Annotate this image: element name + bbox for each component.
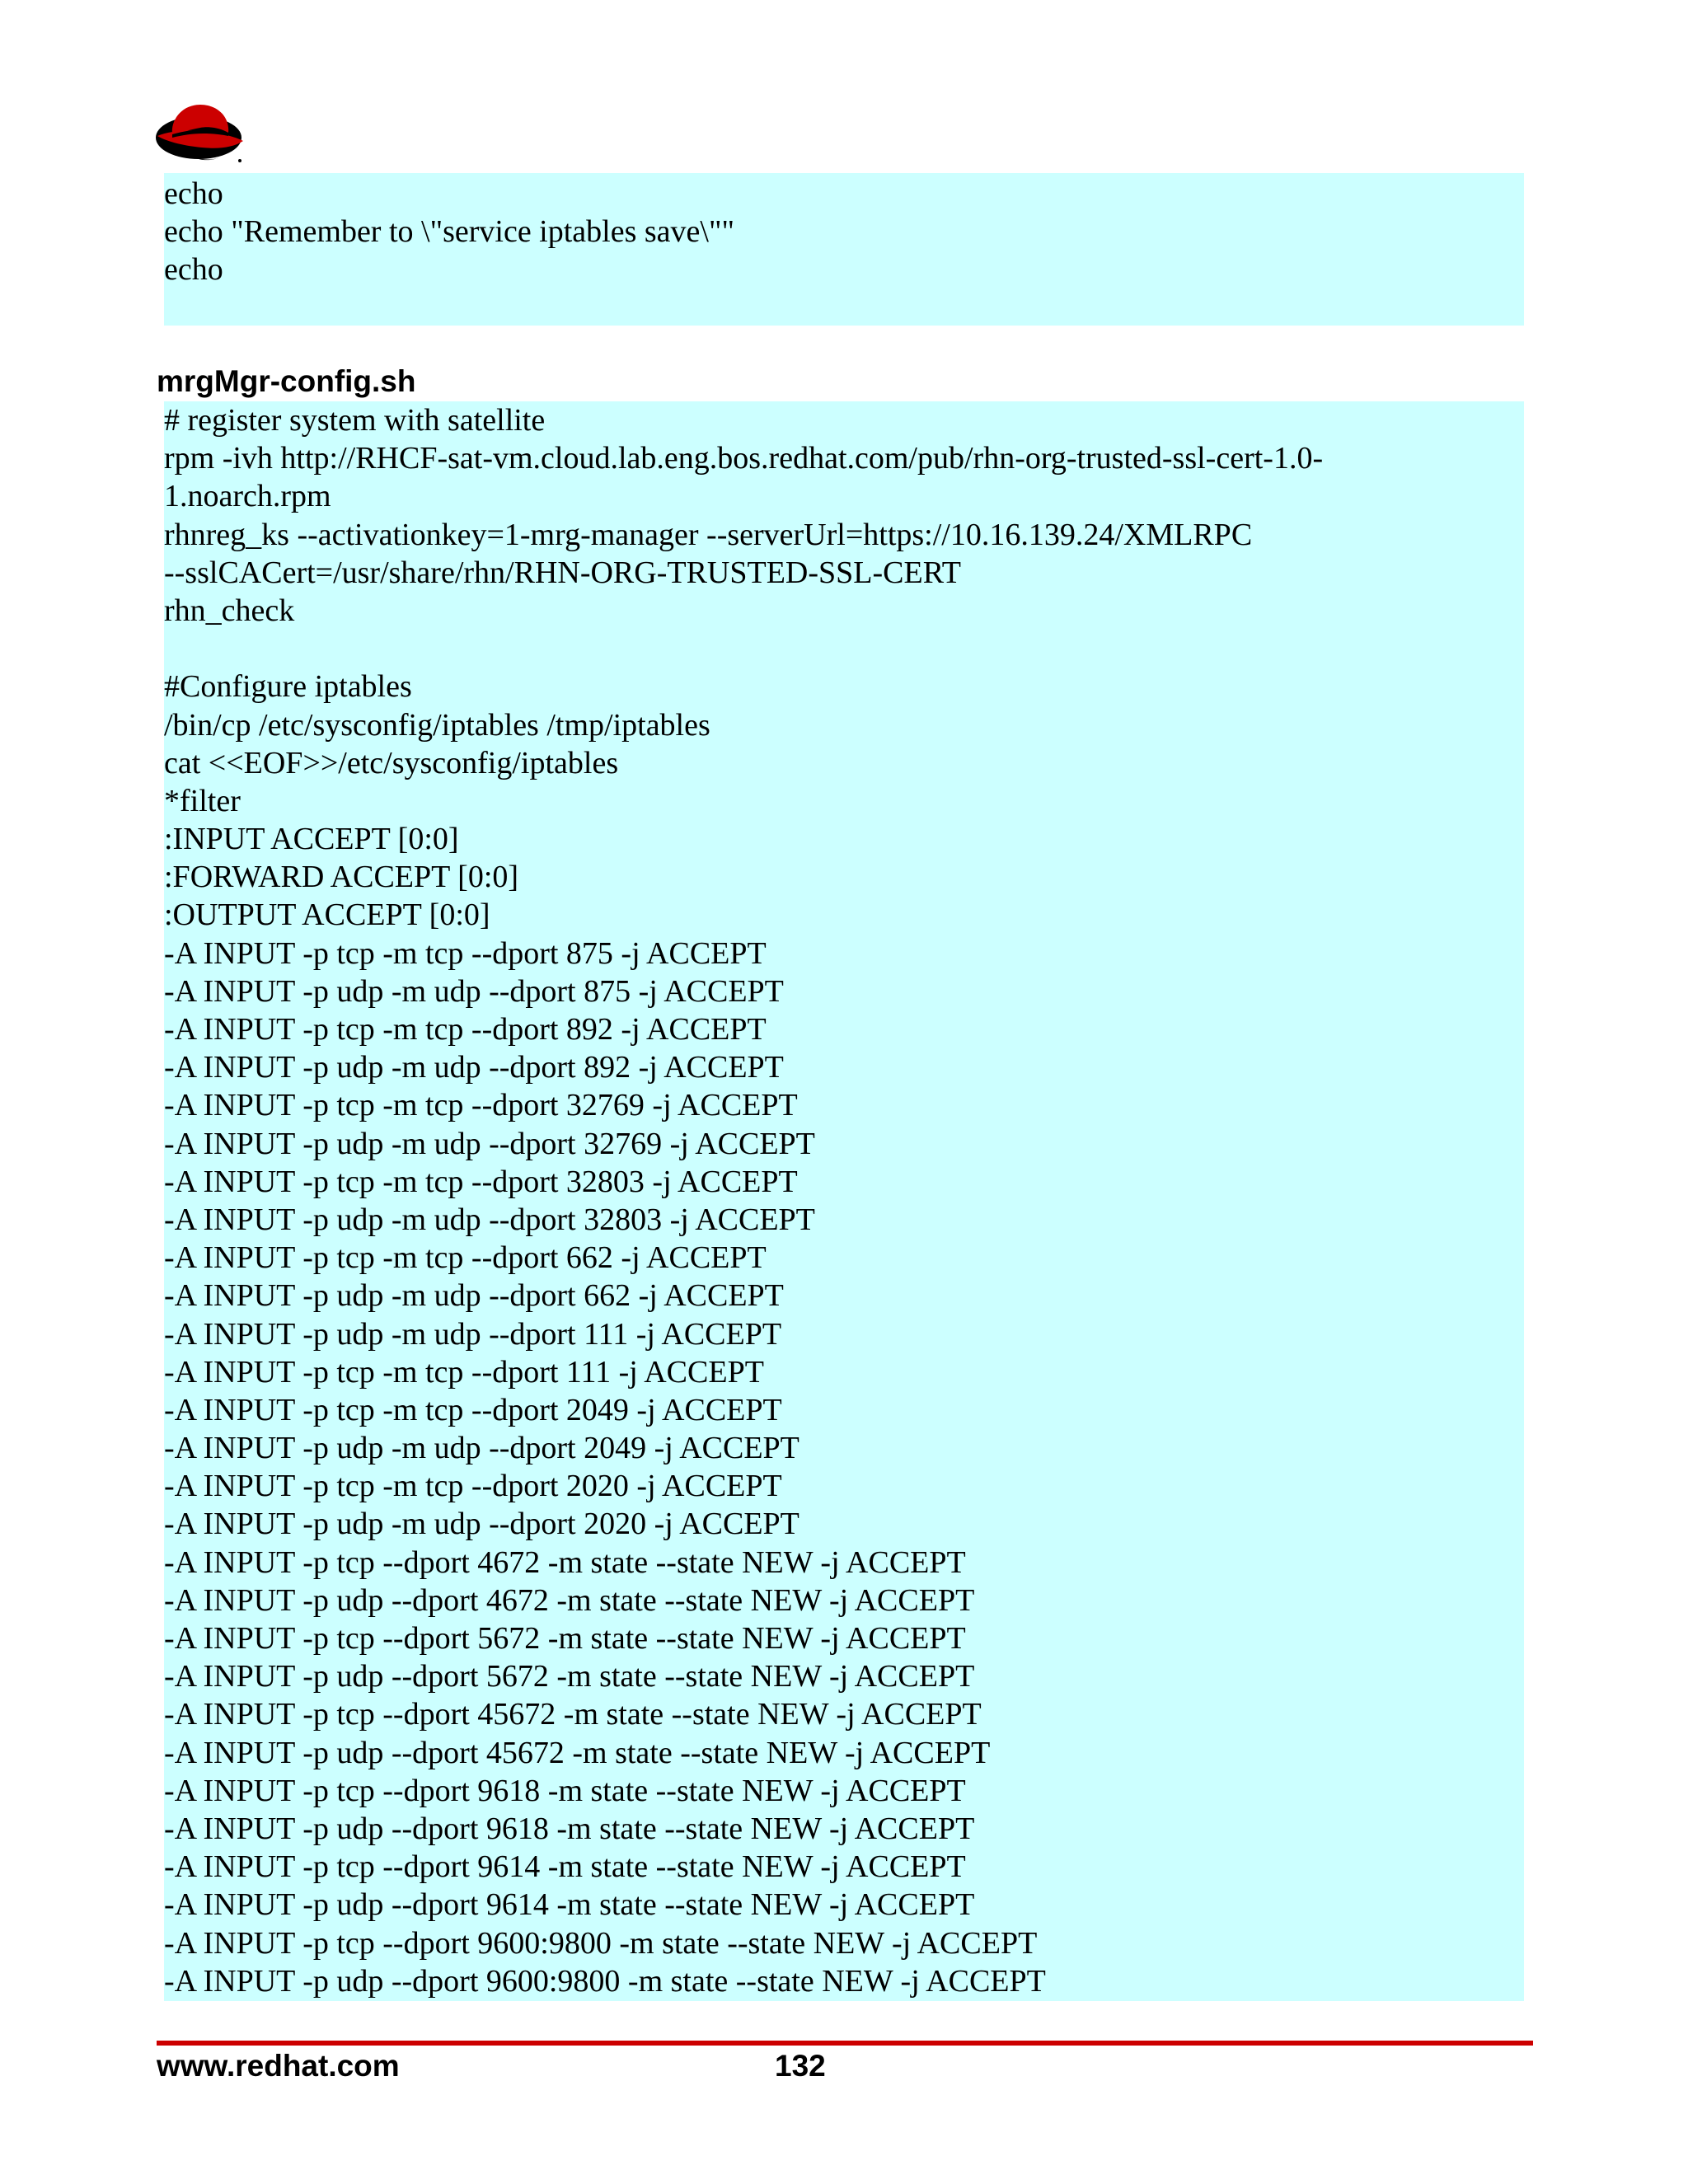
code-line: echo [164, 176, 223, 211]
section-title: mrgMgr-config.sh [157, 364, 416, 398]
code-line: rhn_check [164, 593, 295, 628]
code-line: -A INPUT -p tcp -m tcp --dport 2049 -j ACCEPT [164, 1392, 782, 1427]
code-line: -A INPUT -p udp -m udp --dport 2020 -j ACCEPT [164, 1507, 799, 1542]
code-line: -A INPUT -p udp --dport 9600:9800 -m state --state NEW -j ACCEPT [164, 1963, 1046, 1999]
code-line: --sslCACert=/usr/share/rhn/RHN-ORG-TRUSTED-SSL-CERT [164, 555, 961, 590]
code-line: -A INPUT -p udp -m udp --dport 32769 -j ACCEPT [164, 1126, 815, 1161]
code-line: #Configure iptables [164, 669, 412, 705]
code-block-2 [164, 401, 1524, 2001]
code-line: -A INPUT -p udp -m udp --dport 875 -j ACCEPT [164, 973, 784, 1009]
code-line: :FORWARD ACCEPT [0:0] [164, 860, 519, 895]
code-line: :OUTPUT ACCEPT [0:0] [164, 898, 490, 933]
code-line: -A INPUT -p tcp --dport 5672 -m state --state NEW -j ACCEPT [164, 1621, 966, 1656]
code-line: :INPUT ACCEPT [0:0] [164, 822, 459, 857]
code-line: /bin/cp /etc/sysconfig/iptables /tmp/iptables [164, 707, 710, 743]
code-line: -A INPUT -p tcp -m tcp --dport 111 -j ACCEPT [164, 1354, 764, 1390]
code-line: echo "Remember to \"service iptables save\"" [164, 214, 734, 250]
page-number: 132 [775, 2049, 826, 2083]
code-line: 1.noarch.rpm [164, 479, 331, 514]
code-line: # register system with satellite [164, 403, 546, 438]
code-line: -A INPUT -p udp -m udp --dport 2049 -j ACCEPT [164, 1431, 799, 1466]
footer-divider [157, 2041, 1533, 2046]
code-line [164, 630, 1524, 668]
redhat-logo-icon [154, 98, 246, 167]
code-line: -A INPUT -p udp -m udp --dport 662 -j ACCEPT [164, 1278, 784, 1314]
code-line: -A INPUT -p tcp -m tcp --dport 892 -j ACCEPT [164, 1012, 767, 1047]
footer-url: www.redhat.com [157, 2049, 400, 2083]
code-line: rhnreg_ks --activationkey=1-mrg-manager --serverUrl=https://10.16.139.24/XMLRPC [164, 517, 1253, 552]
code-line: -A INPUT -p udp --dport 5672 -m state --state NEW -j ACCEPT [164, 1659, 975, 1694]
code-line: -A INPUT -p tcp --dport 9618 -m state --state NEW -j ACCEPT [164, 1773, 966, 1808]
code-line: -A INPUT -p tcp -m tcp --dport 2020 -j ACCEPT [164, 1469, 782, 1504]
code-line: *filter [164, 783, 241, 818]
code-line: -A INPUT -p tcp --dport 45672 -m state --state NEW -j ACCEPT [164, 1697, 982, 1732]
code-line: -A INPUT -p tcp -m tcp --dport 32769 -j ACCEPT [164, 1088, 798, 1123]
code-line: -A INPUT -p tcp --dport 9600:9800 -m state --state NEW -j ACCEPT [164, 1925, 1038, 1961]
code-line: cat <<EOF>>/etc/sysconfig/iptables [164, 745, 619, 780]
code-line: -A INPUT -p udp -m udp --dport 892 -j ACCEPT [164, 1050, 784, 1085]
code-line: -A INPUT -p udp --dport 9618 -m state --state NEW -j ACCEPT [164, 1811, 975, 1846]
code-line: -A INPUT -p udp --dport 4672 -m state --state NEW -j ACCEPT [164, 1582, 975, 1618]
code-line: rpm -ivh http://RHCF-sat-vm.cloud.lab.eng.bos.redhat.com/pub/rhn-org-trusted-ssl-cert-1.0- [164, 441, 1324, 476]
code-line: echo [164, 252, 223, 288]
code-line: -A INPUT -p udp -m udp --dport 111 -j ACCEPT [164, 1316, 782, 1352]
code-line: -A INPUT -p tcp -m tcp --dport 32803 -j ACCEPT [164, 1164, 798, 1199]
code-line: -A INPUT -p tcp --dport 9614 -m state --state NEW -j ACCEPT [164, 1849, 966, 1885]
code-line: -A INPUT -p tcp --dport 4672 -m state --state NEW -j ACCEPT [164, 1544, 966, 1580]
code-line: -A INPUT -p udp --dport 9614 -m state --state NEW -j ACCEPT [164, 1887, 975, 1923]
code-line: -A INPUT -p udp --dport 45672 -m state --state NEW -j ACCEPT [164, 1735, 991, 1770]
code-line: -A INPUT -p udp -m udp --dport 32803 -j ACCEPT [164, 1202, 815, 1237]
code-block-1 [164, 173, 1524, 326]
code-line: -A INPUT -p tcp -m tcp --dport 875 -j ACCEPT [164, 935, 767, 971]
code-line: -A INPUT -p tcp -m tcp --dport 662 -j ACCEPT [164, 1240, 767, 1276]
